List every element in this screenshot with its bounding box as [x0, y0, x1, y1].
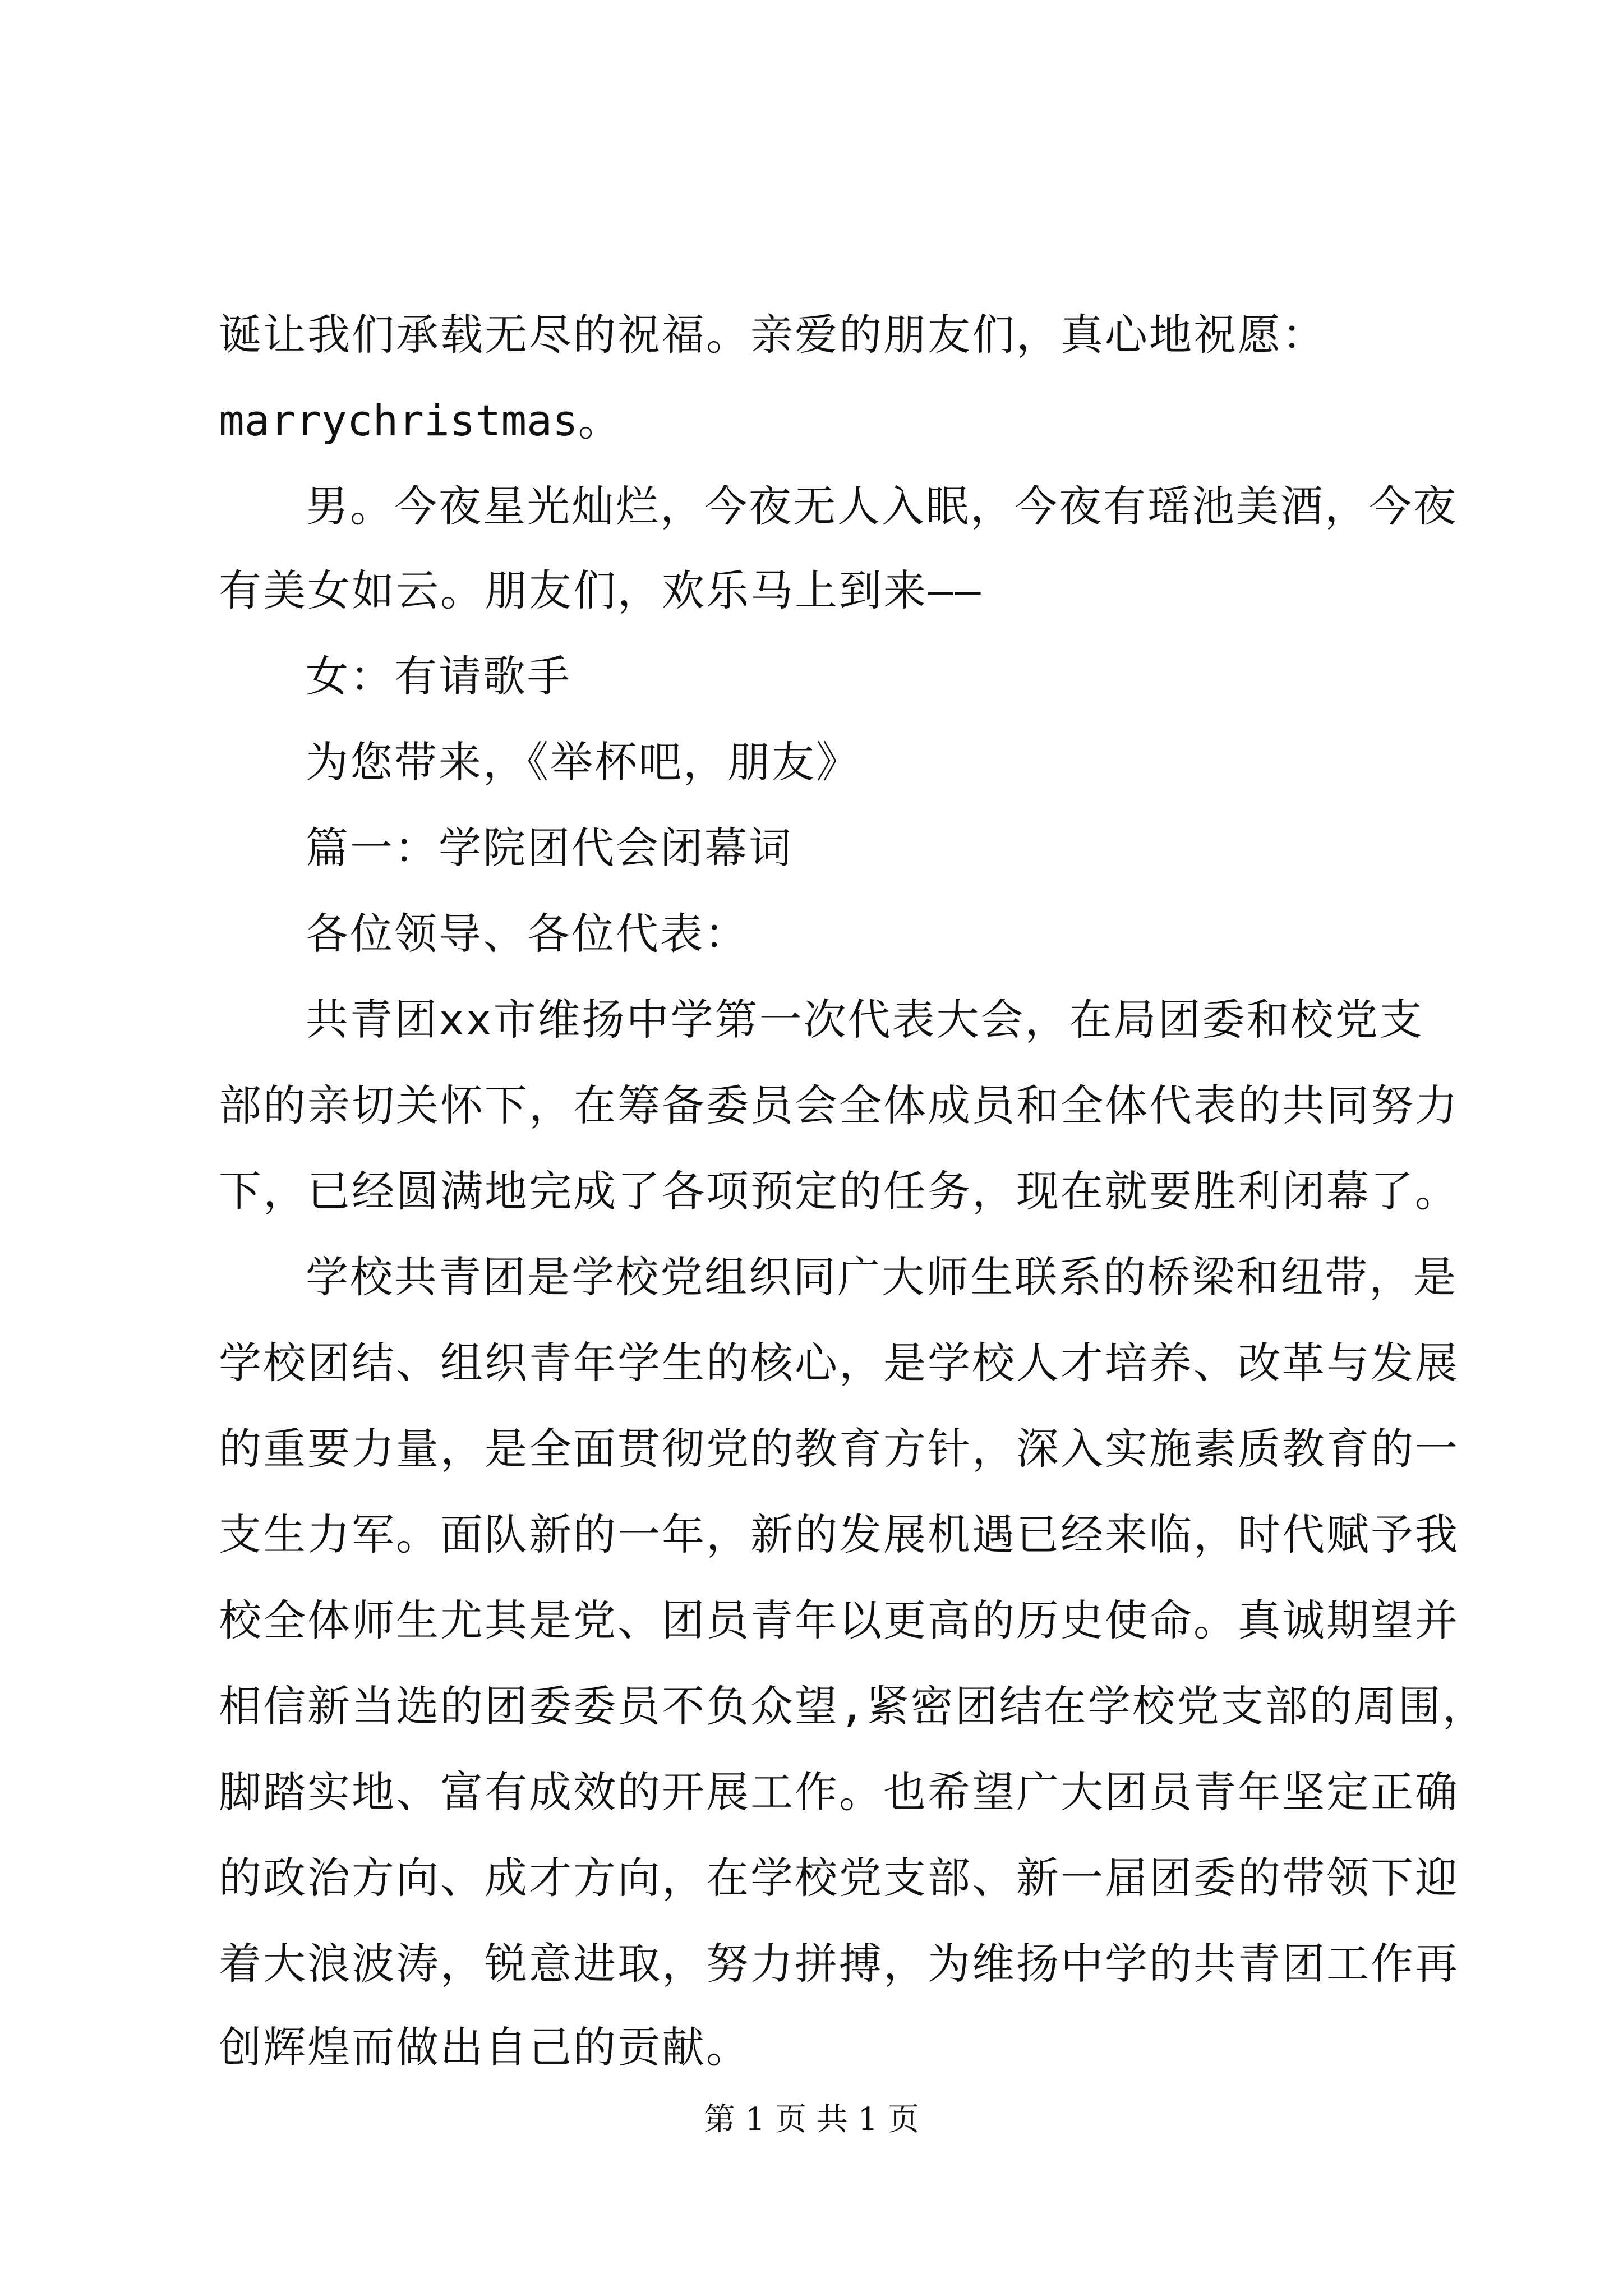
paragraph-first-line: 学校共青团是学校党组织同广大师生联系的桥梁和纽带，是	[306, 1252, 1458, 1302]
text-line: 部的亲切关怀下，在筹备委员会全体成员和全体代表的共同努力	[219, 1080, 1459, 1130]
text-line: 下，已经圆满地完成了各项预定的任务，现在就要胜利闭幕了。	[219, 1166, 1459, 1216]
text-line: 脚踏实地、富有成效的开展工作。也希望广大团员青年坚定正确	[219, 1767, 1459, 1817]
paragraph-first-line: 共青团xx市维扬中学第一次代表大会，在局团委和校党支	[306, 995, 1424, 1045]
paragraph-first-line: 为您带来，《举杯吧，朋友》	[306, 737, 860, 787]
salutation: 各位领导、各位代表：	[306, 909, 749, 959]
text-line: 有美女如云。朋友们，欢乐马上到来——	[219, 565, 983, 615]
text-line: 诞让我们承载无尽的祝福。亲爱的朋友们，真心地祝愿：	[219, 310, 1326, 360]
text-line: 相信新当选的团委委员不负众望,紧密团结在学校党支部的周围，	[219, 1681, 1487, 1731]
text-line: 学校团结、组织青年学生的核心，是学校人才培养、改革与发展	[219, 1338, 1459, 1388]
text-line: 着大浪波涛，锐意进取，努力拼搏，为维扬中学的共青团工作再	[219, 1939, 1459, 1989]
text-line: marrychristmas。	[219, 395, 621, 445]
text-line: 的政治方向、成才方向，在学校党支部、新一届团委的带领下迎	[219, 1853, 1459, 1903]
text-line: 创辉煌而做出自己的贡献。	[219, 2022, 750, 2072]
section-heading: 篇一：学院团代会闭幕词	[306, 823, 793, 873]
text-line: 支生力军。面队新的一年，新的发展机遇已经来临，时代赋予我	[219, 1510, 1459, 1559]
text-line: 的重要力量，是全面贯彻党的教育方针，深入实施素质教育的一	[219, 1424, 1459, 1474]
text-line: 校全体师生尤其是党、团员青年以更高的历史使命。真诚期望并	[219, 1595, 1459, 1645]
paragraph-first-line: 女：有请歌手	[306, 651, 571, 701]
paragraph-first-line: 男。今夜星光灿烂，今夜无人入眠，今夜有瑶池美酒，今夜	[306, 481, 1458, 531]
page-number-footer: 第 1 页 共 1 页	[703, 2101, 920, 2138]
